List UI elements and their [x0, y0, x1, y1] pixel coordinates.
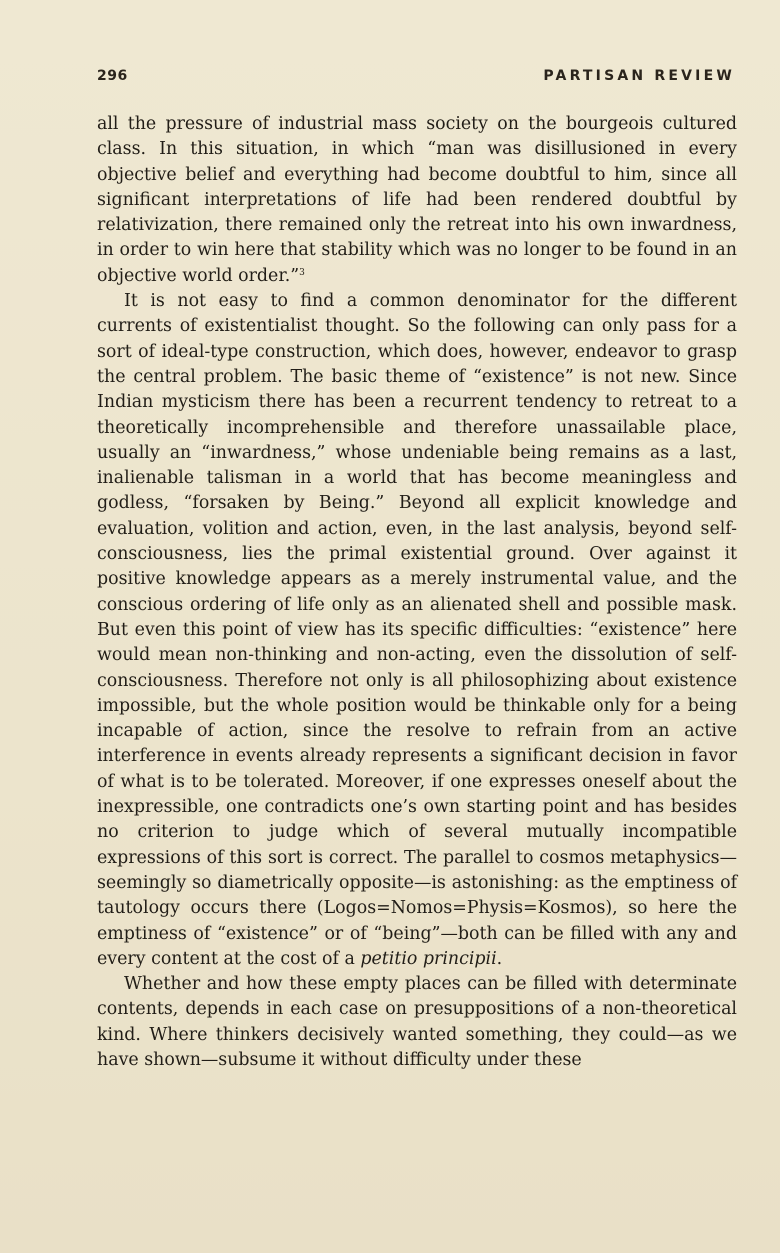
- body-text: [97, 112, 737, 1073]
- paragraph-1: [97, 112, 737, 289]
- paragraph-3-text: Whether and how these empty places can be filled with determinate contents, depends in each case on presuppositions of a non-theoretical kind. Where thinkers decisively wanted something, they could—as we have shown—subsume it without difficulty under these: [97, 974, 737, 1070]
- footnote-ref-3: 3: [299, 267, 305, 278]
- paragraph-2-end: .: [496, 948, 503, 969]
- journal-title: PARTISAN REVIEW: [543, 68, 735, 84]
- paragraph-1-text: all the pressure of industrial mass society on the bourgeois cultured class. In this situation, in which “man was disillusioned in every objective belief and everything had become doubtful to him, since all significant interpretations of life had been rendered doubtful by relativization, there remained only the retreat into his own inwardness, in order to win here that stability which was no longer to be found in an objective world order.”: [97, 114, 737, 286]
- paragraph-2-text: It is not easy to find a common denominator for the different currents of existentialist thought. So the following can only pass for a sort of ideal-type construction, which does, however, endeavor to grasp the central problem. The basic theme of “existence” is not new. Since Indian mysticism there has been a recurrent tendency to retreat to a theoretically incomprehensible and therefore unassailable place, usually an “inwardness,” whose undeniable being remains as a last, inalienable talisman in a world that has become meaningless and godless, “forsaken by Being.” Beyond all explicit knowledge and evaluation, volition and action, even, in the last analysis, beyond self-consciousness, lies the primal existential ground. Over against it positive knowledge appears as a merely instrumental value, and the conscious ordering of life only as an alienated shell and possible mask. But even this point of view has its specific difficulties: “existence” here would mean non-thinking and non-acting, even the dissolution of self-consciousness. Therefore not only is all philosophizing about existence impossible, but the whole position would be thinkable only for a being incapable of action, since the resolve to refrain from an active interference in events already represents a significant decision in favor of what is to be tolerated. Moreover, if one expresses oneself about the inexpressible, one contradicts one’s own starting point and has besides no criterion to judge which of several mutually incompatible expressions of this sort is correct. The parallel to cosmos metaphysics—seemingly so diametrically opposite—is astonishing: as the emptiness of tautology occurs there (Logos=Nomos=Physis=Kosmos), so here the emptiness of “existence” or of “being”—both can be filled with any and every content at the cost of a: [97, 291, 737, 969]
- paragraph-3: [97, 972, 737, 1073]
- paragraph-2: [97, 289, 737, 972]
- running-head: [97, 68, 735, 92]
- latin-phrase: petitio principii: [360, 948, 497, 969]
- page-number: 296: [97, 68, 128, 84]
